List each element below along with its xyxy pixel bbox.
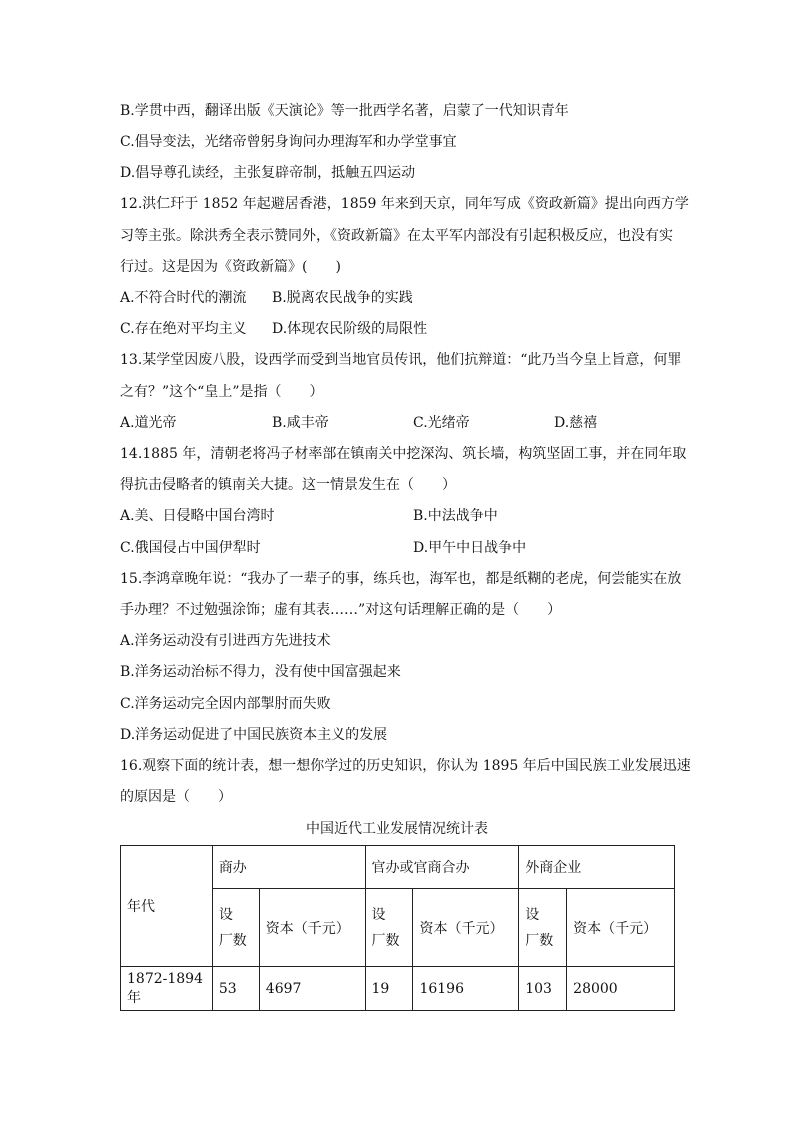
option-12-a: A.不符合时代的潮流 xyxy=(120,290,247,306)
question-15-line-1: 15.李鸿章晚年说：“我办了一辈子的事，练兵也，海军也，都是纸糊的老虎，何尝能实在放 xyxy=(120,571,682,587)
question-13-line-1: 13.某学堂因废八股，设西学而受到当地官员传讯，他们抗辩道：“此乃当今皇上旨意，何罪 xyxy=(120,352,682,368)
option-11-c: C.倡导变法，光绪帝曾躬身询问办理海军和办学堂事宜 xyxy=(120,134,457,150)
option-12-b: B.脱离农民战争的实践 xyxy=(272,290,413,306)
question-16-line-1: 16.观察下面的统计表，想一想你学过的历史知识，你认为 1895 年后中国民族工业发展迅速 xyxy=(120,758,691,774)
year-header: 年代 xyxy=(121,846,213,967)
question-14-line-2: 得抗击侵略者的镇南关大捷。这一情景发生在（ ） xyxy=(120,477,456,493)
option-14-a: A.美、日侵略中国台湾时 xyxy=(120,508,275,524)
option-11-b: B.学贯中西，翻译出版《天演论》等一批西学名著，启蒙了一代知识青年 xyxy=(120,103,569,119)
question-12-line-2: 习等主张。除洪秀全表示赞同外，《资政新篇》在太平军内部没有引起积极反应，也没有实 xyxy=(120,228,673,244)
option-14-d: D.甲午中日战争中 xyxy=(413,540,527,556)
subheader-capital: 资本（千元） xyxy=(259,889,365,967)
option-15-a: A.洋务运动没有引进西方先进技术 xyxy=(120,633,331,649)
row-foreign-count: 103 xyxy=(519,967,567,1011)
option-13-a: A.道光帝 xyxy=(120,415,177,431)
option-14-b: B.中法战争中 xyxy=(413,508,498,524)
table-caption: 中国近代工业发展情况统计表 xyxy=(306,821,488,837)
row-year: 1872-1894年 xyxy=(121,967,213,1011)
option-15-c: C.洋务运动完全因内部掣肘而失败 xyxy=(120,696,331,712)
option-13-d: D.慈禧 xyxy=(554,415,598,431)
row-official-capital: 16196 xyxy=(413,967,519,1011)
row-foreign-capital: 28000 xyxy=(567,967,675,1011)
option-14-c: C.俄国侵占中国伊犁时 xyxy=(120,540,261,556)
question-12-line-1: 12.洪仁玕于 1852 年起避居香港，1859 年来到天京，同年写成《资政新篇》提出向西方学 xyxy=(120,196,689,212)
question-14-line-1: 14.1885 年，清朝老将冯子材率部在镇南关中挖深沟、筑长墙，构筑坚固工事，并在同年取 xyxy=(120,446,687,462)
group-header-foreign: 外商企业 xyxy=(519,846,675,889)
row-official-count: 19 xyxy=(365,967,413,1011)
question-16-line-2: 的原因是（ ） xyxy=(120,789,232,805)
table-row xyxy=(121,967,675,1011)
option-15-d: D.洋务运动促进了中国民族资本主义的发展 xyxy=(120,727,388,743)
group-header-official: 官办或官商合办 xyxy=(365,846,519,889)
subheader-count: 设 厂数 xyxy=(519,889,567,967)
option-13-b: B.咸丰帝 xyxy=(272,415,329,431)
row-private-capital: 4697 xyxy=(259,967,365,1011)
question-13-line-2: 之有？”这个“皇上”是指（ ） xyxy=(120,384,324,400)
question-15-line-2: 手办理？不过勉强涂饰；虚有其表……”对这句话理解正确的是（ ） xyxy=(120,602,562,618)
row-private-count: 53 xyxy=(212,967,259,1011)
group-header-private: 商办 xyxy=(212,846,365,889)
option-15-b: B.洋务运动治标不得力，没有使中国富强起来 xyxy=(120,664,401,680)
option-13-c: C.光绪帝 xyxy=(413,415,470,431)
statistics-table xyxy=(120,845,675,1011)
subheader-count: 设 厂数 xyxy=(212,889,259,967)
option-12-c: C.存在绝对平均主义 xyxy=(120,321,247,337)
subheader-capital: 资本（千元） xyxy=(567,889,675,967)
subheader-capital: 资本（千元） xyxy=(413,889,519,967)
option-11-d: D.倡导尊孔读经，主张复辟帝制，抵触五四运动 xyxy=(120,165,416,181)
subheader-count: 设 厂数 xyxy=(365,889,413,967)
option-12-d: D.体现农民阶级的局限性 xyxy=(272,321,428,337)
question-12-line-3: 行过。这是因为《资政新篇》( ) xyxy=(120,259,341,275)
